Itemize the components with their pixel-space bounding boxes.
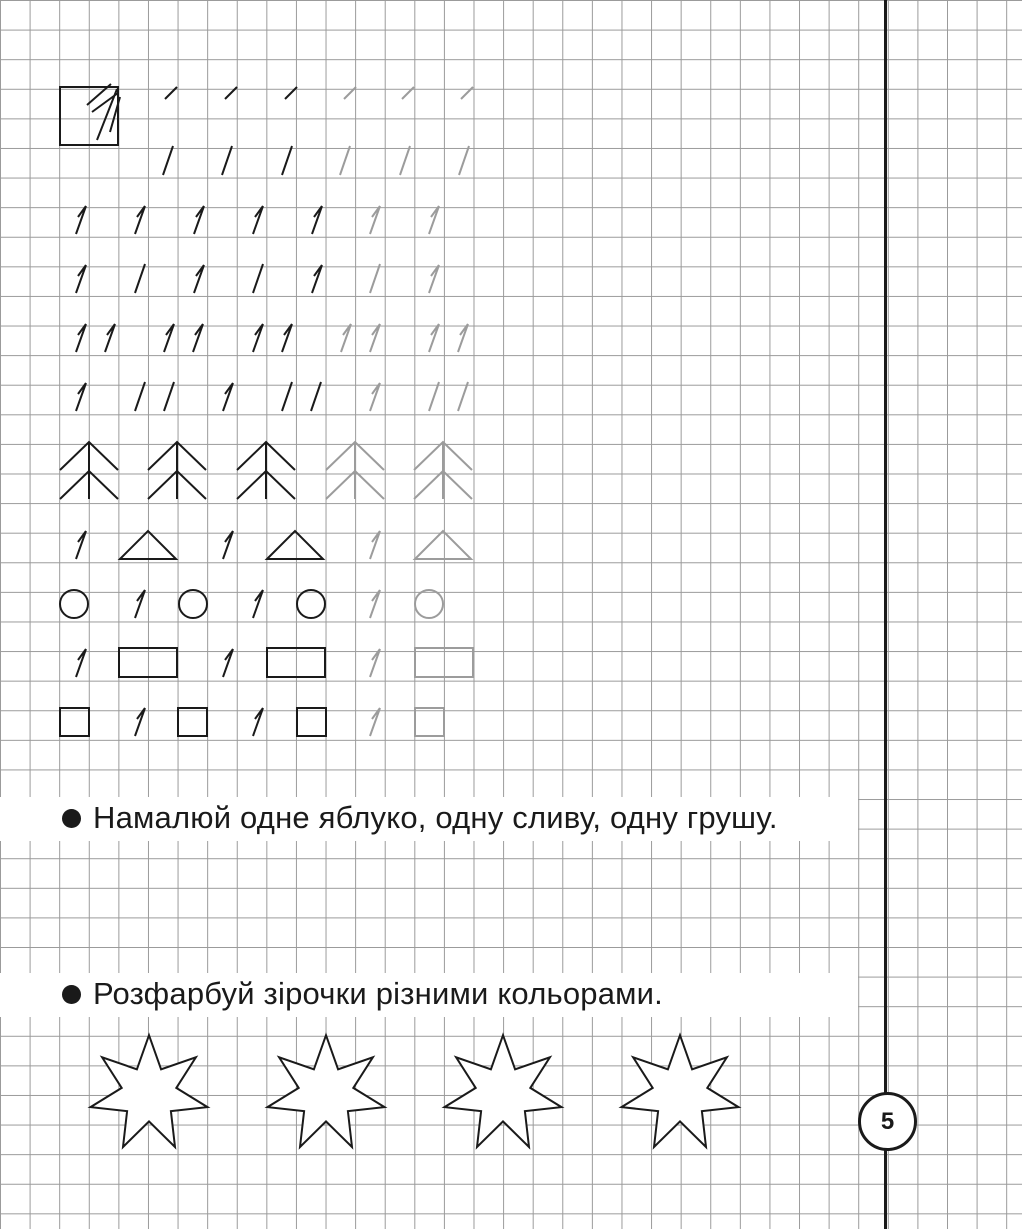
fir-tree-icon: [60, 442, 118, 499]
fir-tree-icon: [326, 442, 384, 499]
rectangle-icon: [119, 648, 177, 677]
hook-stroke-icon: [253, 324, 263, 352]
slash-stroke-icon: [135, 382, 145, 411]
margin-line: [884, 0, 887, 1229]
hook-stroke-icon: [370, 324, 380, 352]
hook-stroke-icon: [429, 206, 439, 234]
hook-stroke-icon: [193, 324, 203, 352]
square-icon: [297, 708, 326, 736]
hook-stroke-icon: [194, 206, 204, 234]
hook-stroke-icon: [135, 206, 145, 234]
slash-stroke-icon: [340, 146, 350, 175]
fir-tree-icon: [237, 442, 295, 499]
circle-icon: [179, 590, 207, 618]
hook-stroke-icon: [76, 265, 86, 293]
hook-stroke-icon: [312, 206, 322, 234]
slash-stroke-icon: [458, 382, 468, 411]
fir-tree-icon: [414, 442, 472, 499]
hook-stroke-icon: [429, 265, 439, 293]
hook-stroke-icon: [312, 265, 322, 293]
rectangle-icon: [415, 648, 473, 677]
slash-stroke-icon: [400, 146, 410, 175]
slash-stroke-icon: [429, 382, 439, 411]
hook-stroke-icon: [76, 649, 86, 677]
square-icon: [415, 708, 444, 736]
hook-stroke-icon: [105, 324, 115, 352]
bullet-icon: [62, 985, 81, 1004]
hook-stroke-icon: [253, 708, 263, 736]
hook-stroke-icon: [164, 324, 174, 352]
slash-stroke-icon: [402, 87, 414, 99]
slash-stroke-icon: [282, 382, 292, 411]
hook-stroke-icon: [429, 324, 439, 352]
hook-stroke-icon: [253, 590, 263, 618]
circle-icon: [60, 590, 88, 618]
instruction-draw-fruit: [62, 800, 778, 836]
triangle-icon: [415, 531, 471, 559]
hook-stroke-icon: [370, 383, 380, 411]
slash-stroke-icon: [285, 87, 297, 99]
slash-stroke-icon: [461, 87, 473, 99]
instruction-text: Розфарбуй зірочки різними кольорами.: [93, 976, 663, 1011]
circle-icon: [415, 590, 443, 618]
slash-stroke-icon: [311, 382, 321, 411]
hook-stroke-icon: [282, 324, 292, 352]
instruction-text: Намалюй одне яблуко, одну сливу, одну грушу.: [93, 800, 778, 835]
triangle-icon: [120, 531, 176, 559]
slash-stroke-icon: [225, 87, 237, 99]
triangle-icon: [267, 531, 323, 559]
hook-stroke-icon: [341, 324, 351, 352]
hook-stroke-icon: [76, 531, 86, 559]
hook-stroke-icon: [76, 206, 86, 234]
stars-group: [91, 1035, 739, 1147]
slash-stroke-icon: [164, 382, 174, 411]
hook-stroke-icon: [370, 206, 380, 234]
star-icon[interactable]: [622, 1035, 739, 1147]
hook-stroke-icon: [370, 708, 380, 736]
hook-stroke-icon: [370, 590, 380, 618]
fir-tree-icon: [148, 442, 206, 499]
square-icon: [60, 708, 89, 736]
hook-stroke-icon: [223, 649, 233, 677]
slash-stroke-icon: [163, 146, 173, 175]
page-number: 5: [858, 1092, 917, 1151]
slash-stroke-icon: [344, 87, 356, 99]
slash-stroke-icon: [165, 87, 177, 99]
slash-stroke-icon: [135, 264, 145, 293]
instruction-color-stars: [62, 976, 663, 1012]
hook-stroke-icon: [370, 649, 380, 677]
hook-stroke-icon: [194, 265, 204, 293]
hook-stroke-icon: [223, 383, 233, 411]
square-icon: [178, 708, 207, 736]
hook-stroke-icon: [458, 324, 468, 352]
example-cell-icon: [60, 84, 120, 145]
slash-stroke-icon: [222, 146, 232, 175]
rectangle-icon: [267, 648, 325, 677]
hook-stroke-icon: [223, 531, 233, 559]
circle-icon: [297, 590, 325, 618]
slash-stroke-icon: [370, 264, 380, 293]
slash-stroke-icon: [459, 146, 469, 175]
star-icon[interactable]: [268, 1035, 385, 1147]
stroke-patterns: [60, 87, 473, 736]
slash-stroke-icon: [253, 264, 263, 293]
star-icon[interactable]: [91, 1035, 208, 1147]
hook-stroke-icon: [370, 531, 380, 559]
hook-stroke-icon: [135, 708, 145, 736]
hook-stroke-icon: [76, 324, 86, 352]
slash-stroke-icon: [282, 146, 292, 175]
hook-stroke-icon: [135, 590, 145, 618]
hook-stroke-icon: [253, 206, 263, 234]
bullet-icon: [62, 809, 81, 828]
star-icon[interactable]: [445, 1035, 562, 1147]
hook-stroke-icon: [76, 383, 86, 411]
